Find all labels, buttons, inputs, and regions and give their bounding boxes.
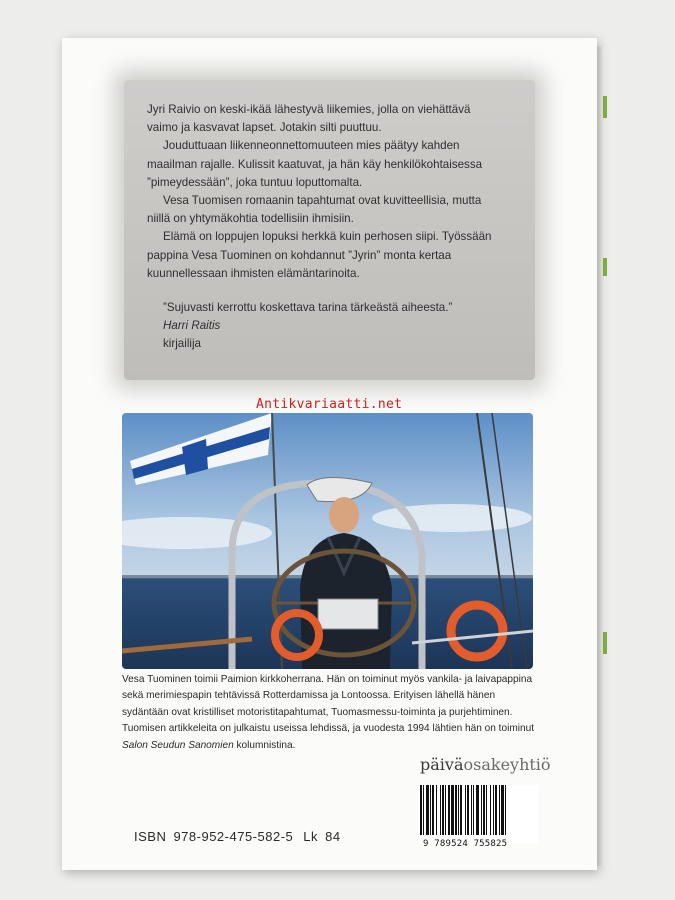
blurb-text xyxy=(147,101,503,354)
barcode-bar xyxy=(465,785,466,835)
barcode-bar xyxy=(432,785,434,835)
spine-green-mark-middle xyxy=(603,258,607,276)
spine-green-mark-top xyxy=(603,96,607,118)
sailing-scene-illustration xyxy=(122,413,533,669)
barcode-bar xyxy=(426,785,429,835)
review-author-role: kirjailija xyxy=(163,337,202,351)
barcode-bar xyxy=(458,785,459,835)
publisher-prefix: päivä xyxy=(420,755,464,774)
barcode-bar xyxy=(467,785,469,835)
publisher-suffix: osakeyhtiö xyxy=(463,755,551,774)
barcode-bar xyxy=(483,785,485,835)
barcode-bar xyxy=(471,785,472,835)
barcode-bar xyxy=(486,785,487,835)
barcode-bar xyxy=(481,785,482,835)
blurb-paragraph-3: Vesa Tuomisen romaanin tapahtumat ovat kuvitteellisia, mutta niillä on yhtymäkohtia todellisiin ihmisiin. xyxy=(147,194,482,226)
barcode-digits: 9 789524 755825 xyxy=(423,839,508,849)
barcode-bar xyxy=(490,785,491,835)
blurb-paragraph-2: Jouduttuaan liikenneonnettomuuteen mies päätyy kahden maailman rajalle. Kulissit kaatuvat, ja hän käy henkilökohtaisessa ”pimeydessään”, joka tuntuu loputtomalta. xyxy=(147,139,483,189)
barcode-bar xyxy=(473,785,474,835)
isbn-line xyxy=(134,829,341,844)
review-author: Harri Raitis xyxy=(163,319,221,333)
book-spine-edge xyxy=(597,46,605,866)
barcode-bars xyxy=(418,785,538,837)
barcode-bar xyxy=(445,785,446,835)
barcode-bar xyxy=(440,785,441,835)
author-bio-paragraph xyxy=(122,672,540,754)
barcode-bar xyxy=(505,785,506,835)
author-bio-text: Vesa Tuominen toimii Paimion kirkkoherrana. Hän on toiminut myös vankila- ja laivapappina sekä merimiespapin tehtävissä Rotterdamissa ja Lontoossa. Erityisen lähellä hänen sydäntään ovat kristilliset motoristitapahtumat, Tuomasmessu-toiminta ja purjehtiminen. Tuomisen artikkeleita on julkaistu useissa lehdissä, ja vuodesta 1994 lähtien hän on toiminut xyxy=(122,674,535,735)
barcode-bar xyxy=(495,785,497,835)
barcode-bar xyxy=(436,785,437,835)
review-quote: ”Sujuvasti kerrottu koskettava tarina tärkeästä aiheesta.” xyxy=(163,301,453,315)
author-bio-tail: kolumnistina. xyxy=(233,739,296,751)
barcode-bar xyxy=(460,785,462,835)
barcode-bar xyxy=(499,785,500,835)
barcode-bar xyxy=(451,785,454,835)
barcode-bar xyxy=(448,785,450,835)
barcode xyxy=(418,785,538,843)
blurb-paragraph-1: Jyri Raivio on keski-ikää lähestyvä liikemies, jolla on viehättävä vaimo ja kasvavat lapset. Jotakin silti puuttuu. xyxy=(147,103,471,135)
barcode-bar xyxy=(430,785,431,835)
compass-binnacle xyxy=(318,599,378,629)
barcode-bar xyxy=(442,785,444,835)
newspaper-name: Salon Seudun Sanomien xyxy=(122,739,234,751)
spine-green-mark-bottom xyxy=(603,632,607,654)
barcode-bar xyxy=(455,785,457,835)
barcode-bar xyxy=(423,785,424,835)
library-class: Lk 84 xyxy=(303,829,341,844)
author-photo xyxy=(122,413,533,669)
blurb-paragraph-4: Elämä on loppujen lopuksi herkkä kuin perhosen siipi. Työssään pappina Vesa Tuominen on kohdannut ”Jyrin” monta kertaa kuunnellessaan ihmisten elämäntarinoita. xyxy=(147,230,492,280)
watermark-text: Antikvariaatti.net xyxy=(256,397,403,412)
publisher-logo xyxy=(420,755,551,774)
barcode-bar xyxy=(476,785,479,835)
author-bio xyxy=(122,672,540,754)
barcode-bar xyxy=(493,785,494,835)
barcode-bar xyxy=(501,785,504,835)
isbn-number: ISBN 978-952-475-582-5 xyxy=(134,829,294,844)
barcode-bar xyxy=(420,785,422,835)
